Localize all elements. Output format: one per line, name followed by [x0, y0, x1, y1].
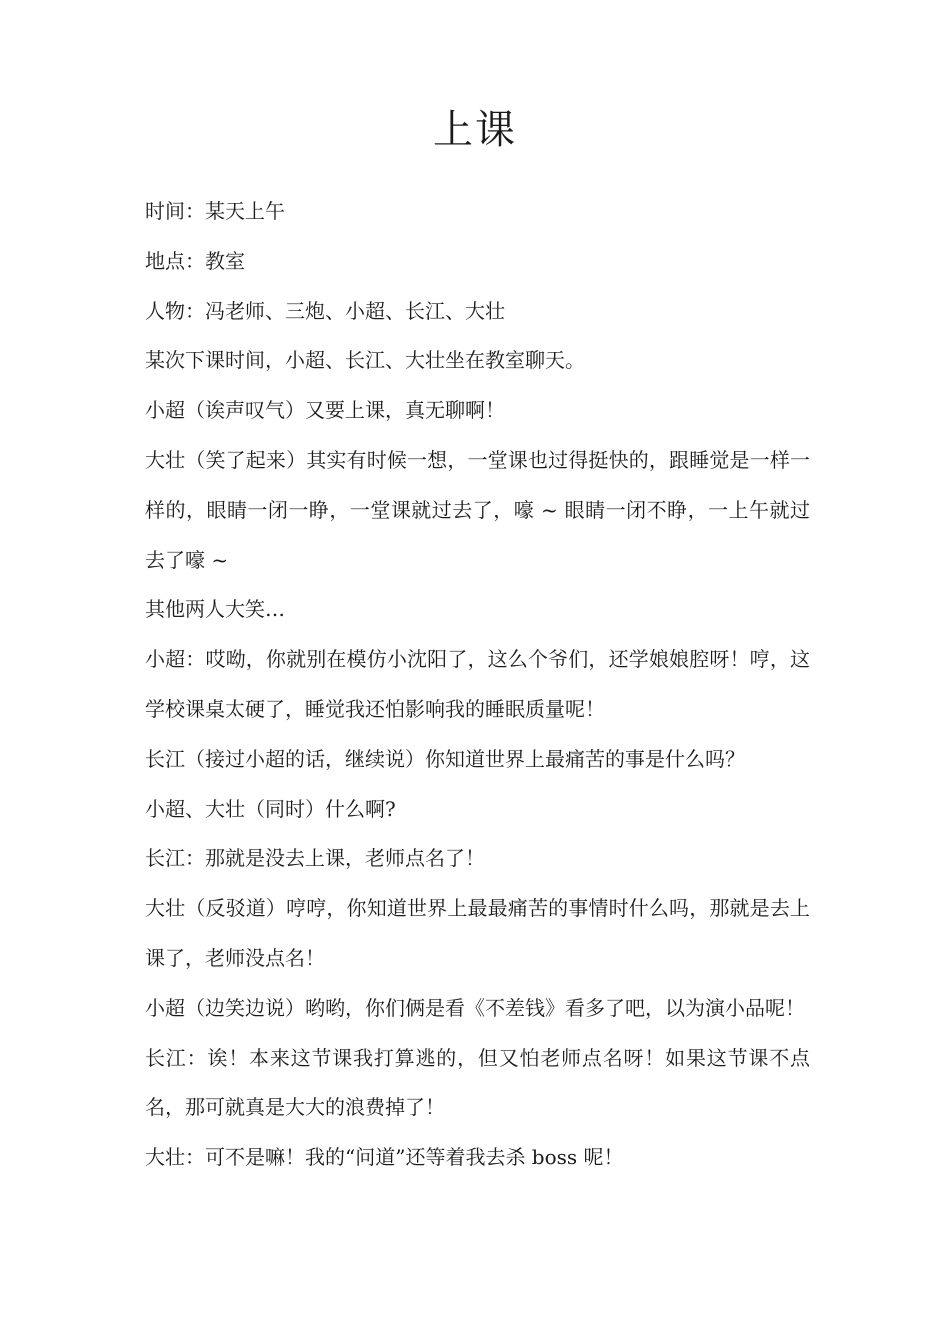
- document-title: 上课: [433, 107, 517, 153]
- dialogue-line: 小超（边笑边说）哟哟，你们俩是看《不差钱》看多了吧，以为演小品呢！: [145, 995, 805, 1020]
- dialogue-line: 长江：诶！本来这节课我打算逃的，但又怕老师点名呀！如果这节课不点名，那可就真是大大的浪费掉了！: [145, 1045, 810, 1120]
- dialogue-line: 长江（接过小超的话，继续说）你知道世界上最痛苦的事是什么吗？: [145, 746, 745, 771]
- scene-direction: 某次下课时间，小超、长江、大壮坐在教室聊天。: [145, 348, 585, 373]
- dialogue-line: 大壮（反驳道）哼哼，你知道世界上最最痛苦的事情时什么吗，那就是去上课了，老师没点名！: [145, 896, 810, 970]
- dialogue-line: 大壮（笑了起来）其实有时候一想，一堂课也过得挺快的，跟睡觉是一样一样的，眼睛一闭一睁，一堂课就过去了，嚎 ~ 眼睛一闭不睁，一上午就过去了嚎 ~: [145, 447, 810, 572]
- meta-time: 时间：某天上午: [145, 199, 285, 223]
- dialogue-line: 小超（诶声叹气）又要上课，真无聊啊！: [145, 398, 505, 423]
- dialogue-line: 小超：哎呦，你就别在模仿小沈阳了，这么个爷们，还学娘娘腔呀！哼，这学校课桌太硬了，睡觉我还怕影响我的睡眠质量呢！: [145, 647, 810, 721]
- dialogue-line: 长江：那就是没去上课，老师点名了！: [145, 846, 485, 871]
- stage-direction: 其他两人大笑…: [145, 597, 285, 622]
- dialogue-line: 大壮：可不是嘛！我的“问道”还等着我去杀 boss 呢！: [145, 1145, 624, 1170]
- meta-place: 地点：教室: [145, 248, 245, 273]
- script-body: [145, 187, 810, 1183]
- dialogue-line: 小超、大壮（同时）什么啊?: [145, 796, 396, 821]
- meta-characters: 人物：冯老师、三炮、小超、长江、大壮: [145, 298, 505, 323]
